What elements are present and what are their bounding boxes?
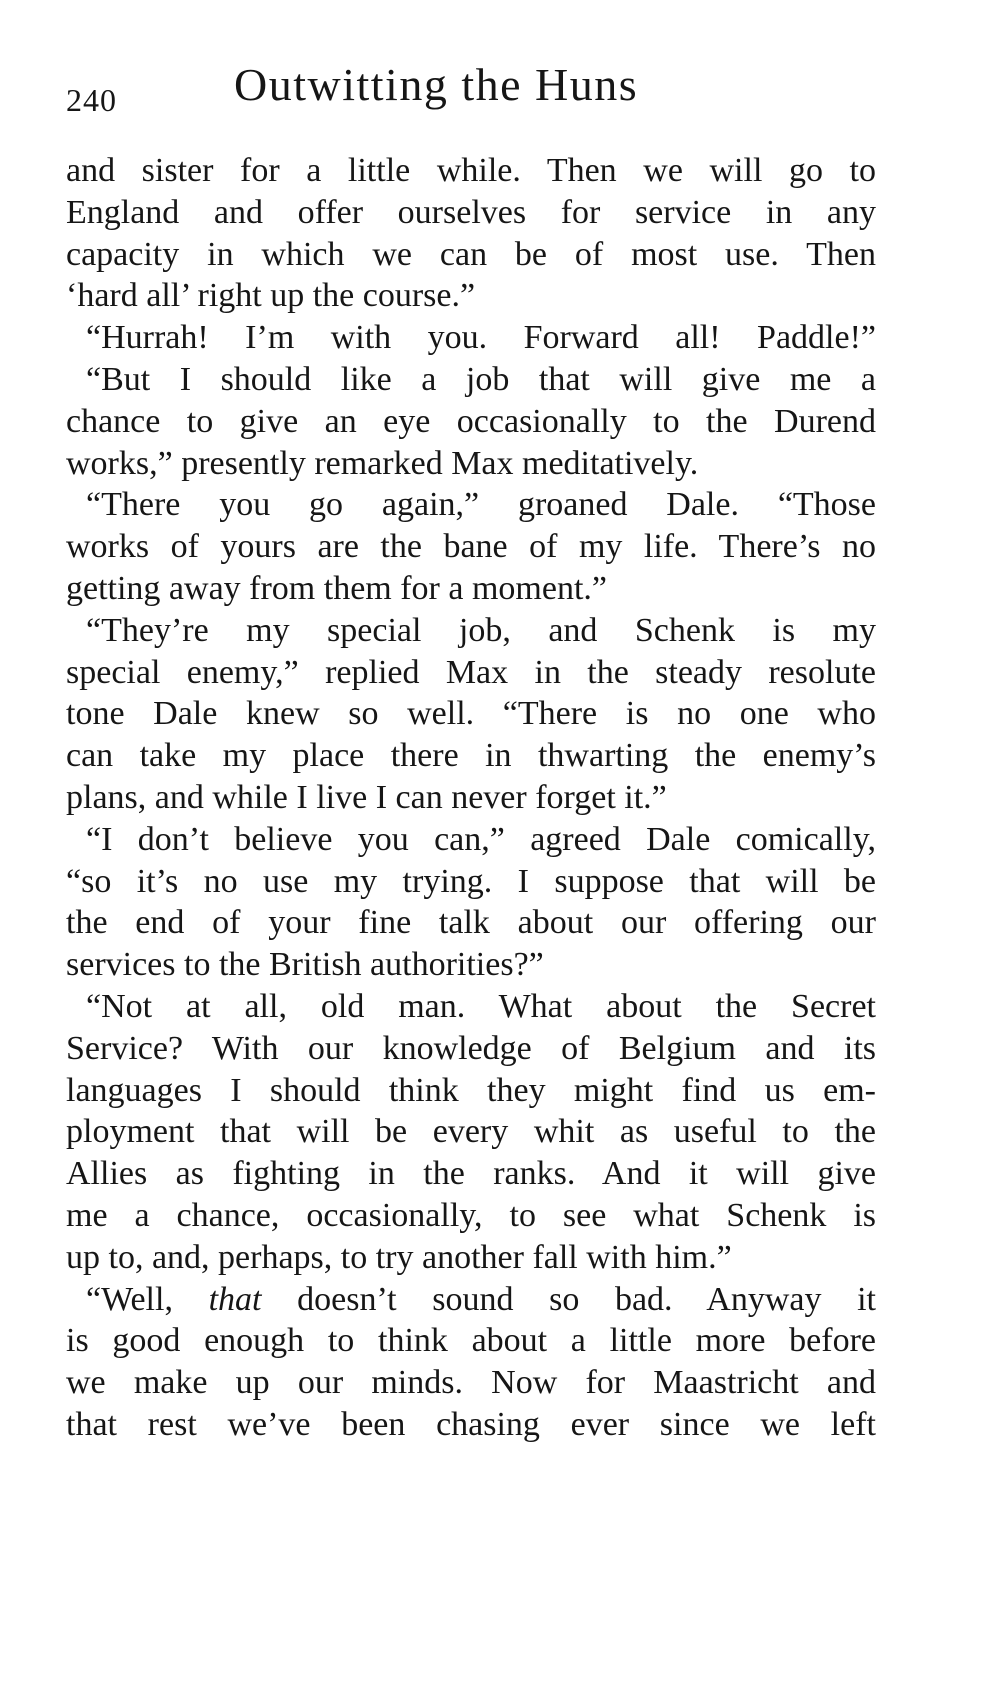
text-line: getting away from them for a moment.” (66, 569, 607, 607)
text-line: and sister for a little while. Then we will go to (66, 152, 876, 189)
text-line: England and offer ourselves for service in any (66, 193, 876, 231)
text-line: works,” presently remarked Max meditatively. (66, 444, 699, 482)
text-line: capacity in which we can be of most use. Then (66, 235, 876, 273)
text-line: chance to give an eye occasionally to the Durend (66, 402, 876, 440)
text-line: “Not at all, old man. What about the Secret (86, 987, 876, 1025)
line-gap (261, 1281, 297, 1318)
running-title: Outwitting the Huns (234, 59, 639, 110)
text-line: “But I should like a job that will give me a (86, 360, 876, 398)
body-text (66, 150, 876, 1446)
text-line: services to the British authorities?” (66, 946, 544, 984)
text-line: “They’re my special job, and Schenk is my (86, 611, 876, 649)
text-line: ployment that will be every whit as useful to the (66, 1113, 876, 1151)
text-line: Service? With our knowledge of Belgium and its (66, 1029, 876, 1067)
text-line: can take my place there in thwarting the enemy’s (66, 737, 876, 775)
text-line: that rest we’ve been chasing ever since we left (66, 1405, 876, 1443)
line-prefix: “Well, (86, 1280, 209, 1318)
text-line: works of yours are the bane of my life. There’s no (66, 528, 876, 566)
text-line (66, 1279, 876, 1321)
emphasis-word: that (208, 1280, 262, 1318)
text-line: we make up our minds. Now for Maastricht and (66, 1364, 876, 1402)
text-line: me a chance, occasionally, to see what Schenk is (66, 1196, 876, 1234)
line-text: doesn’t sound so bad. Anyway it (297, 1280, 877, 1318)
running-head (66, 58, 876, 128)
text-line: is good enough to think about a little more before (66, 1322, 876, 1360)
text-line: ‘hard all’ right up the course.” (66, 277, 476, 315)
text-line: up to, and, perhaps, to try another fall with him.” (66, 1238, 732, 1276)
page-number: 240 (66, 82, 117, 118)
text-line: Allies as fighting in the ranks. And it will give (66, 1155, 876, 1193)
text-line: “so it’s no use my trying. I suppose that will be (66, 862, 876, 900)
text-line: “There you go again,” groaned Dale. “Those (86, 486, 876, 524)
text-line: the end of your fine talk about our offering our (66, 904, 876, 942)
text-line: languages I should think they might find us em- (66, 1071, 876, 1109)
text-line: “Hurrah! I’m with you. Forward all! Paddle!” (86, 319, 876, 357)
text-line: special enemy,” replied Max in the steady resolute (66, 653, 876, 691)
text-line: tone Dale knew so well. “There is no one who (66, 695, 876, 733)
text-line: “I don’t believe you can,” agreed Dale comically, (86, 820, 876, 858)
text-line: plans, and while I live I can never forget it.” (66, 778, 667, 816)
